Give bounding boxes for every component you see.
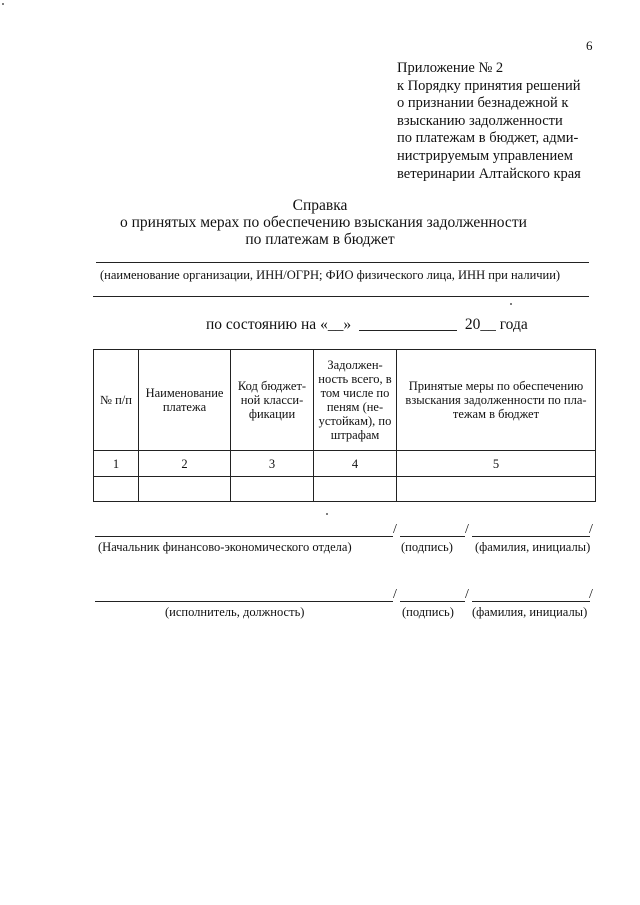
role-caption: (исполнитель, должность) — [165, 605, 305, 619]
table-header-cell: Задолжен-ность всего, в том числе по пеням (не-устойкам), по штрафам — [314, 350, 397, 451]
appendix-line: к Порядку принятия решений — [397, 77, 581, 94]
name-line — [472, 601, 590, 602]
sign-line — [400, 601, 465, 602]
title-subtitle-2: по платежам в бюджет — [245, 231, 395, 248]
appendix-line: Приложение № 2 — [397, 60, 504, 76]
separator-slash: / — [589, 522, 593, 537]
scan-speck — [510, 303, 512, 305]
role-caption: (Начальник финансово-экономического отдела) — [98, 540, 352, 554]
separator-slash: / — [465, 587, 469, 602]
sign-line — [400, 536, 465, 537]
table-cell: 1 — [94, 451, 139, 477]
table-cell — [231, 477, 314, 502]
measures-table — [93, 349, 596, 502]
table-row — [94, 477, 596, 502]
scan-speck — [2, 3, 4, 5]
table-cell — [139, 477, 231, 502]
table-cell: 4 — [314, 451, 397, 477]
table-cell — [397, 477, 596, 502]
table-header-cell: Код бюджет-ной класси-фикации — [231, 350, 314, 451]
separator-slash: / — [589, 587, 593, 602]
table-cell: 5 — [397, 451, 596, 477]
role-line — [95, 601, 393, 602]
separator-slash: / — [393, 587, 397, 602]
organization-field-line-2 — [93, 296, 589, 297]
separator-slash: / — [465, 522, 469, 537]
as-of-prefix: по состоянию на «__» — [206, 316, 352, 333]
month-blank — [359, 330, 457, 331]
organization-caption: (наименование организации, ИНН/ОГРН; ФИО физического лица, ИНН при наличии) — [100, 268, 561, 282]
appendix-line: нистрируемым управлением — [397, 147, 573, 164]
name-caption: (фамилия, инициалы) — [472, 605, 588, 619]
scan-speck — [326, 513, 328, 515]
table-header-cell: Принятые меры по обеспечению взыскания задолженности по пла-тежам в бюджет — [397, 350, 596, 451]
title-heading: Справка — [292, 197, 348, 214]
table-header-row — [94, 350, 596, 451]
table-cell: 3 — [231, 451, 314, 477]
as-of-year: 20__ года — [464, 316, 528, 333]
page-number: 6 — [586, 38, 593, 53]
appendix-line: по платежам в бюджет, адми- — [397, 130, 579, 147]
separator-slash: / — [393, 522, 397, 537]
appendix-line: взысканию задолженности — [397, 112, 563, 129]
table-cell — [314, 477, 397, 502]
table-cell — [94, 477, 139, 502]
organization-field-line — [96, 262, 589, 263]
document-title — [120, 197, 527, 248]
appendix-note — [397, 60, 602, 183]
sign-caption: (подпись) — [402, 605, 454, 619]
table-row — [94, 451, 596, 477]
role-line — [95, 536, 393, 537]
appendix-line: ветеринарии Алтайского края — [397, 165, 581, 182]
table-cell: 2 — [139, 451, 231, 477]
sign-caption: (подпись) — [401, 540, 453, 554]
name-caption: (фамилия, инициалы) — [475, 540, 591, 554]
table-header-cell: Наименование платежа — [139, 350, 231, 451]
table-header-cell: № п/п — [94, 350, 139, 451]
appendix-line: о признании безнадежной к — [397, 95, 569, 112]
name-line — [472, 536, 590, 537]
as-of-date — [206, 316, 528, 334]
title-subtitle: о принятых мерах по обеспечению взыскания задолженности — [120, 214, 527, 231]
